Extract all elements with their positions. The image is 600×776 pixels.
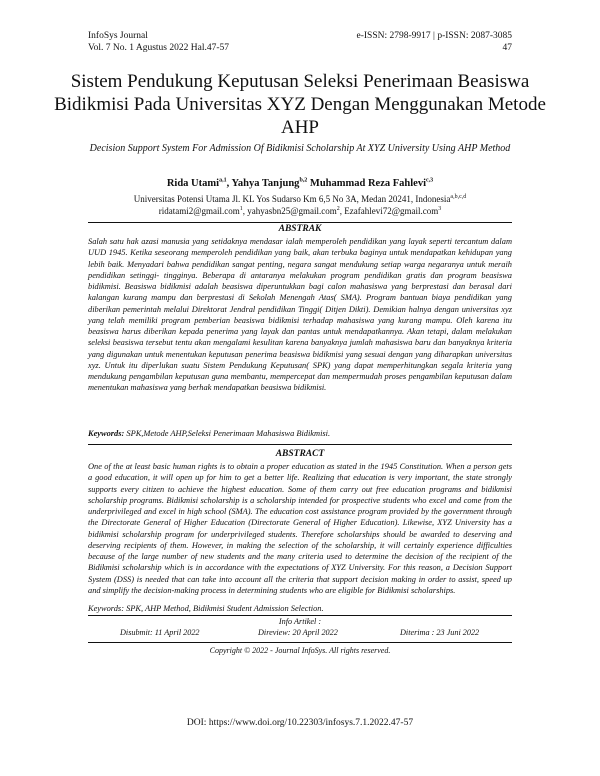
email-superscript: 1: [239, 206, 243, 212]
keywords-en: [88, 604, 512, 613]
abstract-text: One of the at least basic human rights is to obtain a proper education as stated in the 1945 Constitution. When a person gets a good education, it will open up for him to get a better life. Realizing that education is very important, the state strongly supports every citizen to achieve the highest education. Some of them carry out free education programs and bidikmisi scholarship programs. Bidikmisi scholarship is a scholarship intended for prospective students who excel and come from the underprivileged and excel in high school (SMA). The education cost assistance program provided by the government through the Directorate General of Higher Education (Directorate General of Higher Education). Likewise, XYZ University has a bidikmisi scholarship program for underprivileged students. Therefore scholarships should be awarded to deserving and deserving recipients of them. However, in making the selection of the scholarship, it will certainly experience difficulties because of the large number of new students and the many criteria used to determine the decision of the recipient of the Bidikmisi scholarship which is in accordance with the expectations of XYZ University. For this reason, a Decision Support System (DSS) is needed that can take into account all the criteria that support decision making in order to assist, speed up and simplify the decision-making process in determining students who are eligible for Bidikmisi scholarships.: [88, 462, 512, 595]
author-superscript: b,2: [299, 177, 308, 184]
date-submitted: Disubmit: 11 April 2022: [120, 628, 200, 637]
affiliation-superscript: a,b,c,d: [450, 194, 467, 200]
keywords-text: SPK,Metode AHP,Seleksi Penerimaan Mahasiswa Bidikmisi.: [126, 429, 331, 438]
email-superscript: 3: [438, 206, 442, 212]
author-name: Rida Utami: [166, 178, 220, 189]
journal-issn: e-ISSN: 2798-9917 | p-ISSN: 2087-3085: [356, 31, 512, 41]
author-superscript: c,3: [425, 177, 434, 184]
article-info-heading: Info Artikel :: [278, 617, 322, 626]
author-list: Rida Utami$^{a,1}$, Yahya Tanjung$^{b,2}$ Muhammad Reza Fahlevi$^{c,3}$: [166, 177, 434, 189]
keywords-label: Keywords:: [88, 429, 125, 438]
affiliation: [40, 193, 560, 217]
date-reviewed: Direview: 20 April 2022: [258, 628, 338, 637]
doi-link[interactable]: DOI: https://www.doi.org/10.22303/infosys.7.1.2022.47-57: [186, 718, 414, 728]
section-divider: [88, 444, 512, 445]
keywords-id: [88, 429, 512, 438]
copyright-notice: Copyright © 2022 - Journal InfoSys. All rights reserved.: [209, 646, 391, 655]
affiliation-text: Universitas Potensi Utama Jl. KL Yos Sudarso Km 6,5 No 3A, Medan 20241, Indonesia: [133, 194, 451, 204]
abstrak-heading: ABSTRAK: [278, 224, 322, 234]
keywords-label: Keywords:: [88, 604, 124, 613]
abstrak-text: Salah satu hak azasi manusia yang setidaknya mendasar ialah memperoleh pendidikan yang layak seperti tercantum dalam UUD 1945. Ketika seseorang memperoleh pendidikan yang baik, akan terbuka baginya untuk mendapatkan kehidupan yang lebih baik. Menyadari bahwa pendidikan sangat penting, negara sangat mendukung setiap warga negaranya untuk meraih pendidikan setinggi- tingginya. Beberapa di antaranya melakukan program pendidikan gratis dan program beasiswa bidikmisi. Beasiswa bidikmisi adalah beasiswa diperuntukkan bagi calon mahasiswa yang berprestasi dan berasal dari kalangan kurang mampu dan berprestasi di Sekolah Menengah Atas( SMA). Program bantuan biaya pendidikan yang diberikan pemerintah melalui Direktorat Jendral pendidikan Tinggi( Ditjen Dikti). Demikian halnya dengan universitas xyz yang telah memiliki program pemberian beasiswa bidikmisi terhadap mahasiswa yang kurang mampu. Oleh karena itu beasiswa harus diberikan kepada penerima yang layak dan pantas untuk mendapatkannya. Akan tetapi, dalam melakukan seleksi beasiswa tersebut tentu akan mengalami kesulitan karena banyaknya jumlah mahasiswa baru dan banyaknya kriteria yang digunakan untuk menentukan keputusan penerima beasiswa bidikmisi yang sesuai dengan yang diharapkan universitas xyz. Untuk itu diperlukan suatu Sistem Pendukung Keputusan( SPK) yang dapat memperhitungkan segala kriteria yang mendukung pengambilan keputusan guna membantu, mempercepat dan mempermudah proses pengambilan keputusan dalam menentukan mahasiswa yang berhak mendapatkan beasiswa bidikmisi.: [88, 237, 512, 393]
date-accepted: Diterima : 23 Juni 2022: [400, 628, 480, 637]
author-name: Muhammad Reza Fahlevi: [309, 178, 426, 189]
author-superscript: a,1: [219, 177, 227, 184]
paper-subtitle: Decision Support System For Admission Of Bidikmisi Scholarship At XYZ University Using AHP Method: [89, 143, 511, 154]
section-divider: [88, 222, 512, 223]
email-superscript: 2: [336, 206, 340, 212]
section-divider: [88, 615, 512, 616]
author-email[interactable]: Ezafahlevi72@gmail.com: [344, 206, 439, 216]
author-name: Yahya Tanjung: [231, 178, 300, 189]
abstract-heading: ABSTRACT: [275, 449, 325, 459]
paper-title: Sistem Pendukung Keputusan Seleksi Penerimaan Beasiswa Bidikmisi Pada Universitas XYZ Dengan Menggunakan Metode AHP: [54, 71, 546, 138]
author-email[interactable]: ridatami2@gmail.com: [158, 206, 240, 216]
section-divider: [88, 642, 512, 643]
keywords-text: SPK, AHP Method, Bidikmisi Student Admission Selection.: [126, 604, 324, 613]
journal-volume: Vol. 7 No. 1 Agustus 2022 Hal.47-57: [88, 43, 230, 53]
journal-name: InfoSys Journal: [88, 31, 148, 41]
author-email[interactable]: yahyasbn25@gmail.com: [247, 206, 337, 216]
page-number: 47: [502, 43, 512, 53]
author-emails: ridatami2@gmail.com$^1$, yahyasbn25@gmail.com$^2$, Ezafahlevi72@gmail.com$^3$: [158, 206, 442, 216]
